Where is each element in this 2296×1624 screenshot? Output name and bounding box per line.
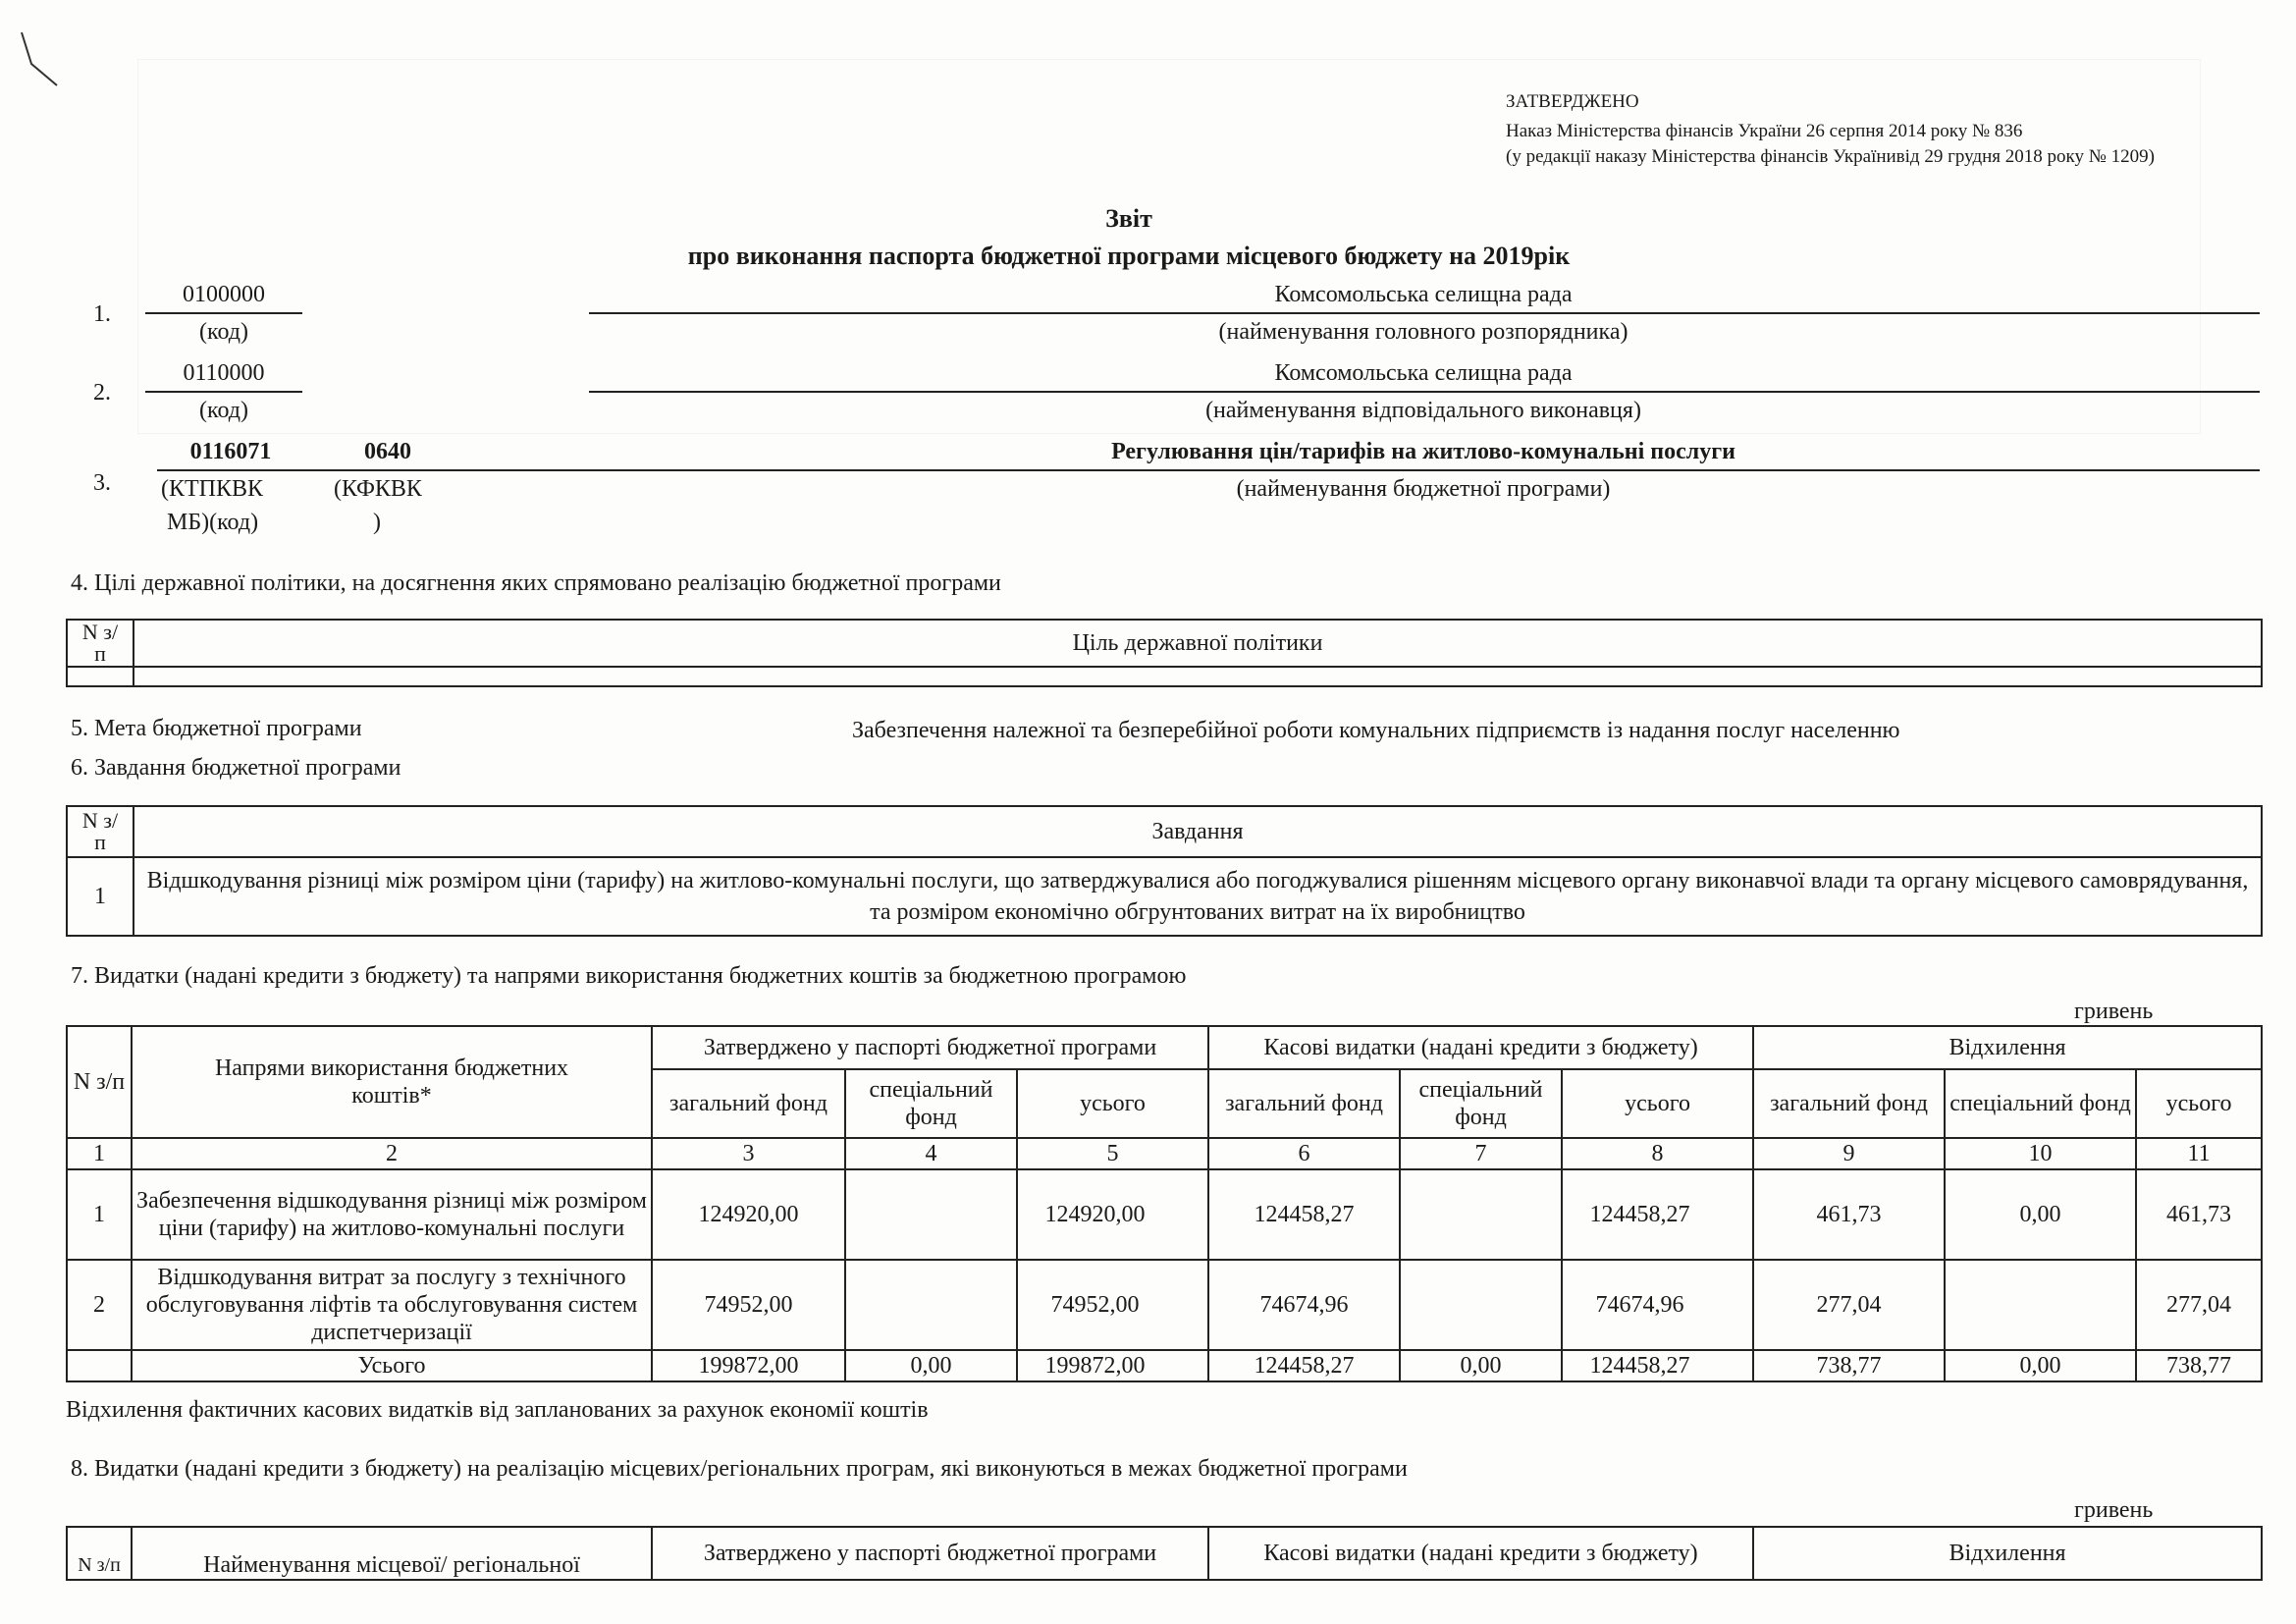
section5-text: Забезпечення належної та безперебійної роботи комунальних підприємств із надання послуг населенню <box>852 718 1900 743</box>
row2-code: 0110000 <box>183 360 265 386</box>
expenses-total-cell: 738,77 <box>2136 1350 2262 1381</box>
goals-empty-cell <box>133 667 2262 686</box>
expenses-total-label: Усього <box>132 1350 652 1381</box>
expenses-cell: 277,04 <box>1753 1260 1945 1350</box>
programs-table <box>66 1526 2263 1581</box>
expenses-cell: 277,04 <box>2136 1260 2262 1350</box>
expenses-cell: 124458,27 <box>1208 1169 1400 1260</box>
programs-header-cash: Касові видатки (надані кредити з бюджету) <box>1208 1527 1753 1580</box>
expenses-subheader-total: усього <box>1562 1069 1753 1138</box>
row1-name-label: (найменування головного розпорядника) <box>1218 319 1629 345</box>
expenses-subheader-special: спеціальний фонд <box>845 1069 1017 1138</box>
expenses-cell <box>1400 1169 1562 1260</box>
expenses-total-empty <box>67 1350 132 1381</box>
expenses-column-number: 4 <box>845 1138 1017 1169</box>
tasks-row-number: 1 <box>67 857 133 936</box>
tasks-table <box>66 805 2263 937</box>
row1-code: 0100000 <box>183 282 265 307</box>
expenses-subheader-general: загальний фонд <box>1753 1069 1945 1138</box>
expenses-column-number: 9 <box>1753 1138 1945 1169</box>
table-row-total <box>67 1350 2262 1381</box>
row2-name-label: (найменування відповідального виконавця) <box>1205 398 1641 423</box>
expenses-cell: 74674,96 <box>1562 1260 1753 1350</box>
expenses-cell: 74952,00 <box>1017 1260 1208 1350</box>
expenses-cell <box>845 1260 1017 1350</box>
row1-name-underline <box>589 312 2260 314</box>
approval-title: ЗАТВЕРДЖЕНО <box>1506 91 1639 112</box>
row1-code-underline <box>145 312 302 314</box>
expenses-column-number: 5 <box>1017 1138 1208 1169</box>
expenses-cell: 124920,00 <box>1017 1169 1208 1260</box>
report-subtitle: про виконання паспорта бюджетної програми місцевого бюджету на 2019рік <box>687 242 1571 270</box>
row2-code-underline <box>145 391 302 393</box>
row3-code-underline <box>157 469 589 471</box>
scan-mark-icon <box>10 25 69 93</box>
goals-table <box>66 619 2263 687</box>
expenses-column-number: 3 <box>652 1138 845 1169</box>
expenses-header-deviation: Відхилення <box>1753 1026 2262 1069</box>
expenses-cell <box>1400 1260 1562 1350</box>
row3-number: 3. <box>93 470 111 496</box>
row3-code2-label-a: (КФКВК <box>334 476 422 502</box>
expenses-cell: 124458,27 <box>1562 1169 1753 1260</box>
expenses-row-number: 1 <box>67 1169 132 1260</box>
goals-empty-cell <box>67 667 133 686</box>
goals-header-number: N з/п <box>67 620 133 667</box>
expenses-subheader-general: загальний фонд <box>652 1069 845 1138</box>
approval-line-2: (у редакції наказу Міністерства фінансів Українивід 29 грудня 2018 року № 1209) <box>1506 146 2155 167</box>
expenses-column-number: 2 <box>132 1138 652 1169</box>
section7-title: 7. Видатки (надані кредити з бюджету) та напрями використання бюджетних коштів за бюджетною програмою <box>71 963 1187 989</box>
tasks-header-number: N з/п <box>67 806 133 857</box>
section8-unit: гривень <box>2074 1497 2154 1523</box>
expenses-total-cell: 124458,27 <box>1562 1350 1753 1381</box>
expenses-header-approved: Затверджено у паспорті бюджетної програми <box>652 1026 1208 1069</box>
section4-title: 4. Цілі державної політики, на досягнення яких спрямовано реалізацію бюджетної програми <box>71 570 1001 596</box>
expenses-total-cell: 0,00 <box>1945 1350 2136 1381</box>
section6-title: 6. Завдання бюджетної програми <box>71 755 401 781</box>
expenses-total-cell: 124458,27 <box>1208 1350 1400 1381</box>
section7-unit: гривень <box>2074 999 2154 1024</box>
row3-code1-label-a: (КТПКВК <box>161 476 264 502</box>
expenses-header-number: N з/п <box>67 1026 132 1138</box>
expenses-column-number: 7 <box>1400 1138 1562 1169</box>
programs-header-approved: Затверджено у паспорті бюджетної програми <box>652 1527 1208 1580</box>
expenses-header-cash: Касові видатки (надані кредити з бюджету) <box>1208 1026 1753 1069</box>
expenses-table <box>66 1025 2263 1382</box>
report-title: Звіт <box>1105 204 1152 233</box>
expenses-cell: 0,00 <box>1945 1169 2136 1260</box>
table-row <box>67 1169 2262 1260</box>
expenses-subheader-special: спеціальний фонд <box>1400 1069 1562 1138</box>
expenses-cell: 461,73 <box>1753 1169 1945 1260</box>
programs-header-number: N з/п <box>67 1527 132 1580</box>
section8-title: 8. Видатки (надані кредити з бюджету) на реалізацію місцевих/регіональних програм, які виконуються в межах бюджетної програми <box>71 1456 1408 1482</box>
expenses-cell: 74952,00 <box>652 1260 845 1350</box>
row3-code2-label-b: ) <box>373 510 381 535</box>
expenses-subheader-special: спеціальний фонд <box>1945 1069 2136 1138</box>
row2-name: Комсомольська селищна рада <box>1274 360 1573 386</box>
expenses-cell <box>1945 1260 2136 1350</box>
tasks-header-task: Завдання <box>133 806 2262 857</box>
expenses-column-number: 8 <box>1562 1138 1753 1169</box>
section5-title: 5. Мета бюджетної програми <box>71 716 362 741</box>
row2-name-underline <box>589 391 2260 393</box>
expenses-row-name: Забезпечення відшкодування різниці між розміром ціни (тарифу) на житлово-комунальні послуги <box>132 1169 652 1260</box>
expenses-subheader-general: загальний фонд <box>1208 1069 1400 1138</box>
row3-name: Регулювання цін/тарифів на житлово-комунальні послуги <box>1111 439 1735 464</box>
row3-code1-label-b: МБ)(код) <box>167 510 259 535</box>
expenses-subheader-total: усього <box>1017 1069 1208 1138</box>
row3-code-ktpkvk: 0116071 <box>189 439 272 464</box>
expenses-column-number: 1 <box>67 1138 132 1169</box>
expenses-cell: 461,73 <box>2136 1169 2262 1260</box>
expenses-cell: 74674,96 <box>1208 1260 1400 1350</box>
row2-code-label: (код) <box>199 398 248 423</box>
expenses-total-cell: 199872,00 <box>1017 1350 1208 1381</box>
expenses-header-direction: Напрями використання бюджетних коштів* <box>132 1026 652 1138</box>
approval-line-1: Наказ Міністерства фінансів України 26 серпня 2014 року № 836 <box>1506 121 2023 141</box>
goals-header-goal: Ціль державної політики <box>133 620 2262 667</box>
row1-name: Комсомольська селищна рада <box>1274 282 1573 307</box>
programs-header-name: Найменування місцевої/ регіональної <box>132 1527 652 1580</box>
expenses-total-cell: 0,00 <box>1400 1350 1562 1381</box>
expenses-subheader-total: усього <box>2136 1069 2262 1138</box>
row2-number: 2. <box>93 380 111 406</box>
expenses-row-name: Відшкодування витрат за послугу з технічного обслуговування ліфтів та обслуговування систем диспетчеризації <box>132 1260 652 1350</box>
row1-code-label: (код) <box>199 319 248 345</box>
tasks-row-text: Відшкодування різниці між розміром ціни (тарифу) на житлово-комунальні послуги, що затверджувалися або погоджувалися рішенням місцевого органу виконавчої влади та органу місцевого самоврядування, та розміром економічно обгрунтованих витрат на їх виробництво <box>133 857 2262 936</box>
table-row <box>67 1260 2262 1350</box>
row3-name-underline <box>589 469 2260 471</box>
programs-header-deviation: Відхилення <box>1753 1527 2262 1580</box>
expenses-total-cell: 0,00 <box>845 1350 1017 1381</box>
row3-code-kfkvk: 0640 <box>364 439 411 464</box>
row1-number: 1. <box>93 301 111 327</box>
row3-name-label: (найменування бюджетної програми) <box>1236 476 1611 502</box>
expenses-column-number: 11 <box>2136 1138 2262 1169</box>
expenses-row-number: 2 <box>67 1260 132 1350</box>
expenses-column-number: 10 <box>1945 1138 2136 1169</box>
expenses-total-cell: 738,77 <box>1753 1350 1945 1381</box>
expenses-column-number: 6 <box>1208 1138 1400 1169</box>
expenses-cell: 124920,00 <box>652 1169 845 1260</box>
section7-note: Відхилення фактичних касових видатків від запланованих за рахунок економії коштів <box>66 1397 929 1423</box>
expenses-cell <box>845 1169 1017 1260</box>
expenses-total-cell: 199872,00 <box>652 1350 845 1381</box>
